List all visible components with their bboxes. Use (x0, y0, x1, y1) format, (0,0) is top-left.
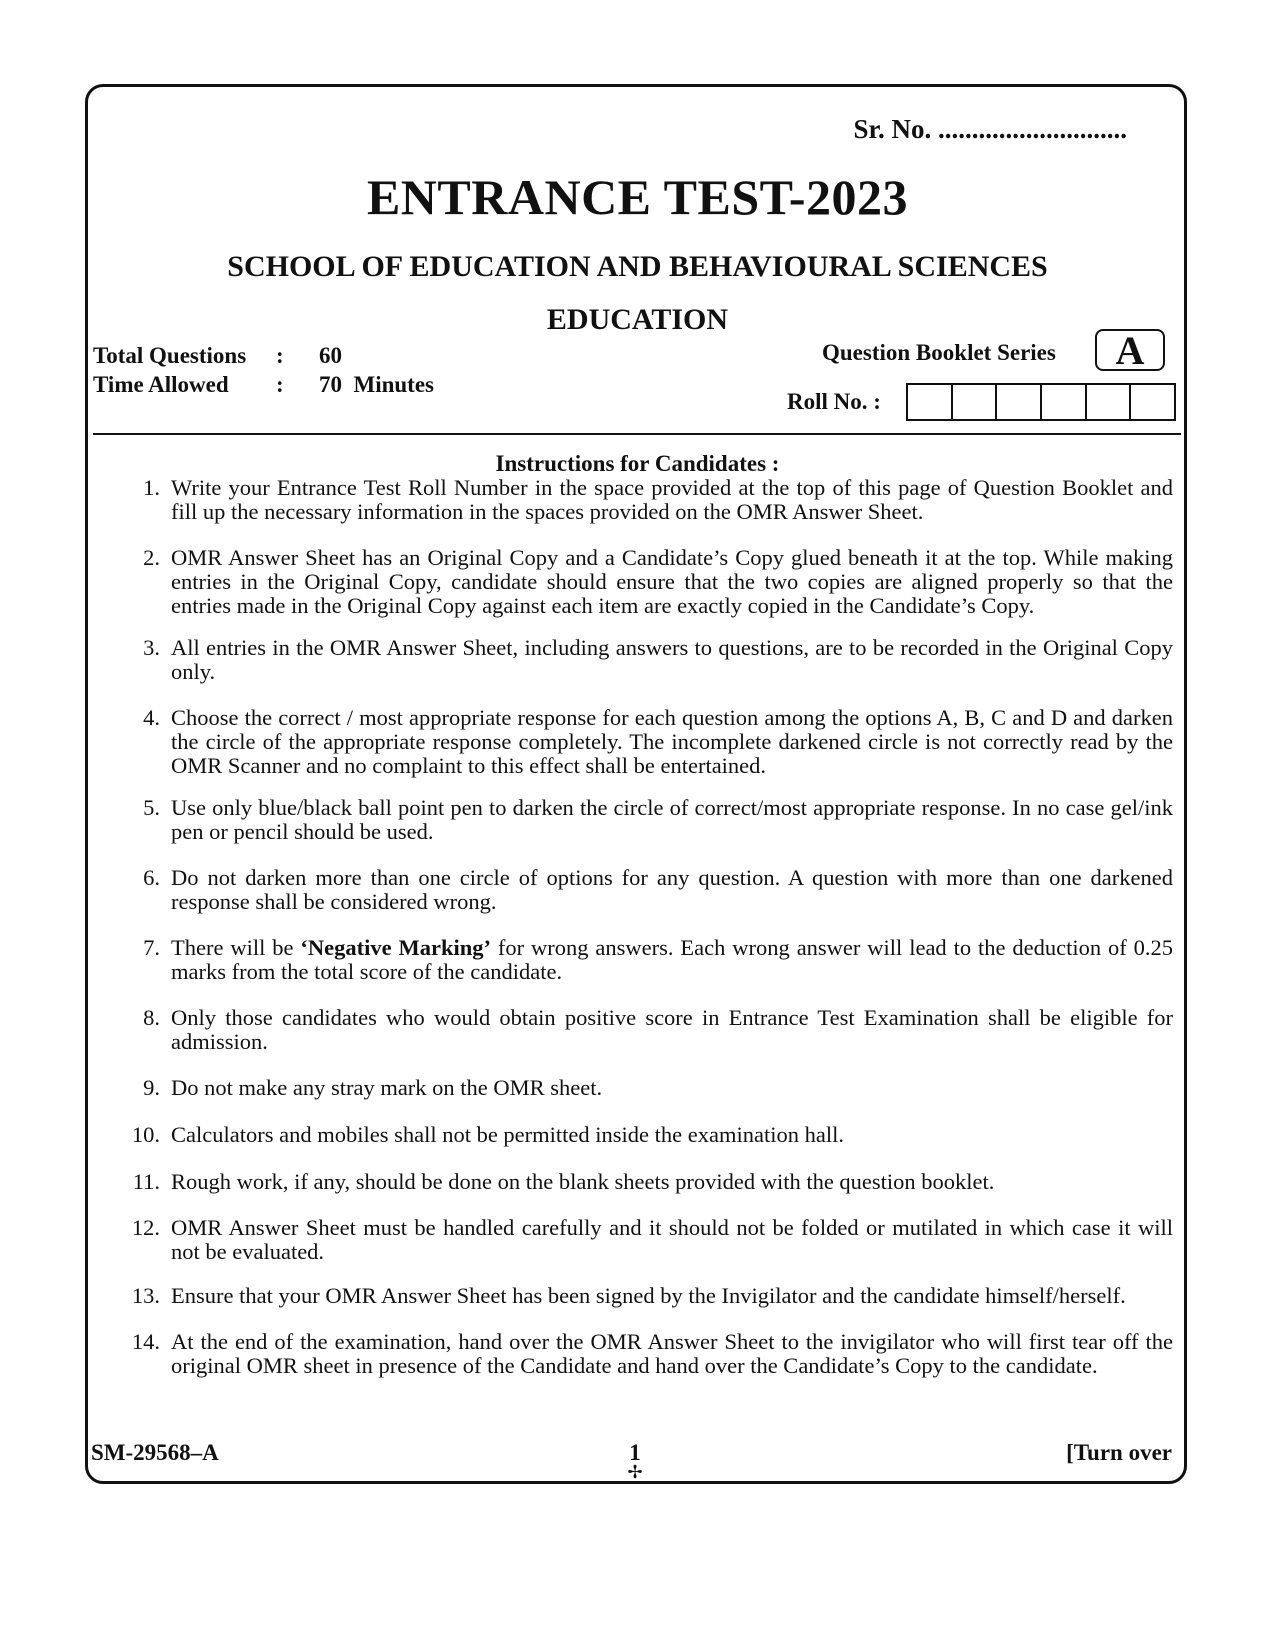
instruction-text: All entries in the OMR Answer Sheet, including answers to questions, are to be recorded in the Original Copy only. (171, 635, 1173, 684)
roll-number-cell[interactable] (1087, 385, 1132, 419)
instruction-item (130, 796, 1173, 844)
registration-mark-icon: ✢ (627, 1462, 643, 1482)
subject-name: EDUCATION (546, 303, 729, 336)
instruction-text: Do not darken more than one circle of options for any question. A question with more than one darkened response shall be considered wrong. (171, 865, 1173, 914)
instruction-text-after: for wrong answers. Each wrong answer will lead to the deduction of 0.25 marks from the total score of the candidate. (171, 935, 1174, 984)
instruction-item (130, 1006, 1173, 1054)
booklet-series-value: A (1095, 329, 1165, 371)
total-questions-value: 60 (319, 343, 342, 368)
instruction-number: 8. (143, 1005, 160, 1030)
instruction-number: 13. (131, 1283, 160, 1308)
instructions-heading: Instructions for Candidates : (495, 451, 780, 476)
instruction-item (130, 476, 1173, 524)
instruction-number: 12. (131, 1215, 160, 1240)
instruction-number: 4. (143, 705, 160, 730)
instruction-number: 7. (143, 935, 160, 960)
page-border (85, 84, 1187, 1484)
instruction-item (130, 866, 1173, 914)
instruction-item (130, 706, 1173, 778)
instruction-number: 6. (143, 865, 160, 890)
instruction-text: Write your Entrance Test Roll Number in the space provided at the top of this page of Question Booklet and fill up the necessary information in the spaces provided on the OMR Answer Sheet. (171, 475, 1173, 524)
roll-number-boxes[interactable] (906, 383, 1176, 421)
time-allowed-label: Time Allowed (93, 372, 229, 397)
instruction-number: 14. (131, 1329, 160, 1354)
instruction-text: OMR Answer Sheet has an Original Copy and a Candidate’s Copy glued beneath it at the top. While making entries in the Original Copy, candidate should ensure that the two copies are aligned properly so that the entries made in the Original Copy against each item are exactly copied in the Candidate’s Copy. (171, 545, 1173, 618)
instruction-item (130, 1330, 1173, 1378)
instruction-item (130, 936, 1173, 984)
total-questions-sep: : (276, 343, 284, 368)
instruction-text: OMR Answer Sheet must be handled carefully and it should not be folded or mutilated in which case it will not be evaluated. (171, 1215, 1173, 1264)
booklet-series-label: Question Booklet Series (822, 340, 1056, 365)
roll-number-cell[interactable] (953, 385, 998, 419)
instruction-item (130, 1123, 1173, 1147)
instruction-number: 3. (143, 635, 160, 660)
instruction-item (130, 1284, 1173, 1308)
time-allowed-value: 70 Minutes (319, 372, 434, 397)
school-name: SCHOOL OF EDUCATION AND BEHAVIOURAL SCIENCES (227, 250, 1048, 283)
instruction-text: Choose the correct / most appropriate response for each question among the options A, B, C and D and darken the circle of the appropriate response completely. The incomplete darkened circle is not correctly read by the OMR Scanner and no complaint to this effect shall be entertained. (171, 705, 1173, 778)
instruction-item (130, 636, 1173, 684)
roll-number-cell[interactable] (908, 385, 953, 419)
instruction-number: 9. (143, 1075, 160, 1100)
serial-number: Sr. No. ............................ (853, 114, 1127, 144)
instruction-text (171, 936, 1173, 984)
total-questions-label: Total Questions (93, 343, 247, 368)
instruction-item (130, 1076, 1173, 1100)
instruction-number: 10. (131, 1122, 160, 1147)
instruction-text: Only those candidates who would obtain positive score in Entrance Test Examination shall be eligible for admission. (171, 1005, 1173, 1054)
instruction-number: 11. (132, 1169, 160, 1194)
booklet-code: SM-29568–A (91, 1440, 219, 1465)
instruction-text: Calculators and mobiles shall not be permitted inside the examination hall. (171, 1122, 844, 1147)
instruction-item (130, 1170, 1173, 1194)
instruction-text: Ensure that your OMR Answer Sheet has been signed by the Invigilator and the candidate himself/herself. (171, 1283, 1126, 1308)
turn-over-note: [Turn over (1066, 1440, 1172, 1465)
roll-number-label: Roll No. : (787, 389, 881, 414)
instruction-item (130, 546, 1173, 618)
instruction-item (130, 1216, 1173, 1264)
instruction-text: At the end of the examination, hand over the OMR Answer Sheet to the invigilator who will first tear off the original OMR sheet in presence of the Candidate and hand over the Candidate’s Copy to the candidate. (171, 1329, 1173, 1378)
negative-marking-emphasis: ‘Negative Marking’ (300, 935, 492, 960)
instruction-text: Use only blue/black ball point pen to darken the circle of correct/most appropriate response. In no case gel/ink pen or pencil should be used. (171, 795, 1173, 844)
header-divider (93, 433, 1181, 435)
instruction-text: Rough work, if any, should be done on the blank sheets provided with the question booklet. (171, 1169, 995, 1194)
page-title: ENTRANCE TEST-2023 (366, 169, 909, 225)
instruction-text-before: There will be (171, 935, 301, 960)
roll-number-cell[interactable] (1131, 385, 1174, 419)
page-number: 1 (629, 1440, 641, 1465)
instruction-text: Do not make any stray mark on the OMR sheet. (171, 1075, 603, 1100)
instruction-number: 2. (143, 545, 160, 570)
time-allowed-sep: : (276, 372, 284, 397)
instruction-number: 1. (143, 475, 160, 500)
roll-number-cell[interactable] (997, 385, 1042, 419)
instruction-number: 5. (143, 795, 160, 820)
roll-number-cell[interactable] (1042, 385, 1087, 419)
